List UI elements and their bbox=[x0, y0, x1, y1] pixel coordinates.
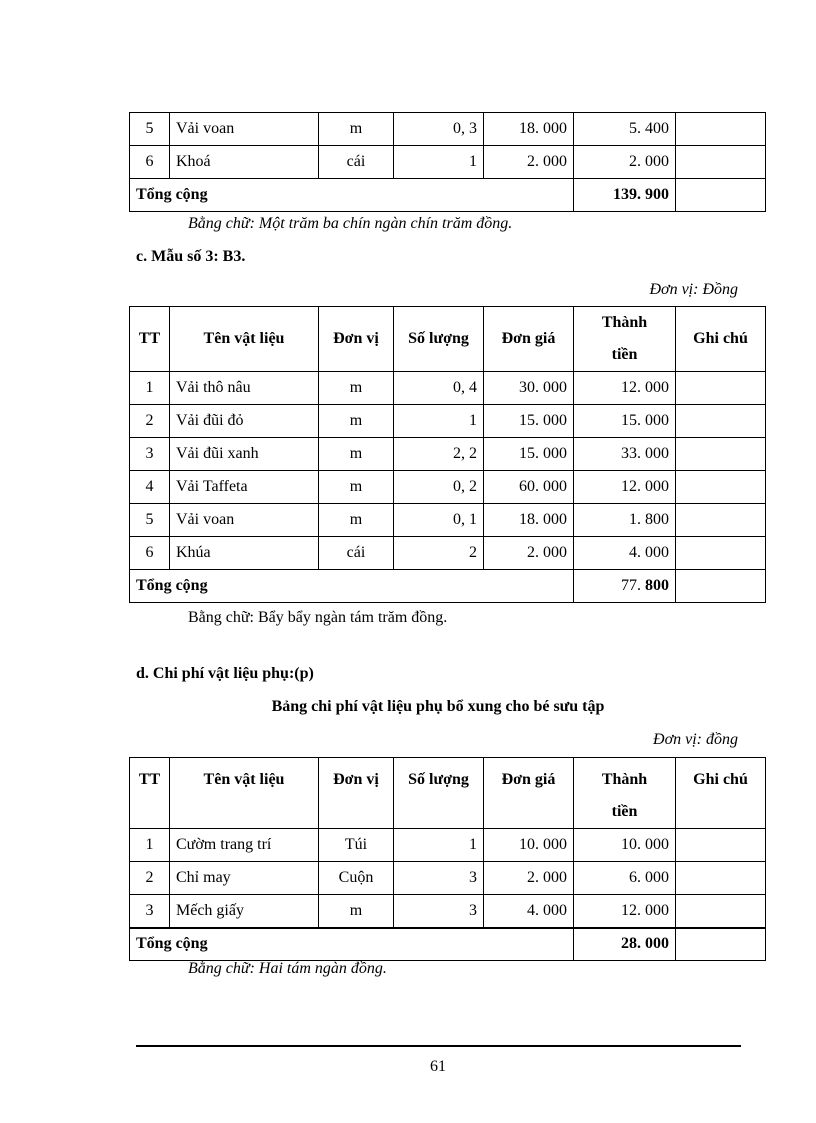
cell-total: 12. 000 bbox=[574, 372, 676, 405]
cell-unit: cái bbox=[319, 537, 394, 570]
cell-price: 4. 000 bbox=[484, 895, 574, 928]
cell-qty: 2, 2 bbox=[394, 438, 484, 471]
section-d-heading: d. Chi phí vật liệu phụ:(p) bbox=[136, 665, 314, 682]
col-header-line: tiền bbox=[611, 803, 638, 820]
cell-name: Vải voan bbox=[170, 504, 319, 537]
table-row bbox=[130, 537, 766, 570]
cell-unit: m bbox=[319, 504, 394, 537]
cell-unit: m bbox=[319, 471, 394, 504]
total-label: Tổng cộng bbox=[130, 179, 574, 212]
col-header: TT bbox=[130, 758, 170, 829]
cell-qty: 0, 4 bbox=[394, 372, 484, 405]
col-header: Đơn giá bbox=[484, 307, 574, 372]
cell-note bbox=[676, 537, 766, 570]
page-number: 61 bbox=[430, 1058, 446, 1075]
unit-note: Đơn vị: đồng bbox=[653, 731, 738, 748]
cell-qty: 1 bbox=[394, 146, 484, 179]
cell-unit: m bbox=[319, 113, 394, 146]
cell-qty: 1 bbox=[394, 405, 484, 438]
col-header: Đơn vị bbox=[319, 758, 394, 829]
cell-note bbox=[676, 862, 766, 895]
col-header-line: Thành bbox=[601, 771, 648, 788]
cell-qty: 1 bbox=[394, 829, 484, 862]
table-row bbox=[130, 471, 766, 504]
cell-price: 2. 000 bbox=[484, 862, 574, 895]
cell-name: Mếch giấy bbox=[170, 895, 319, 928]
cell-name: Cườm trang trí bbox=[170, 829, 319, 862]
table-row bbox=[130, 372, 766, 405]
cell-name: Chỉ may bbox=[170, 862, 319, 895]
col-header: Tên vật liệu bbox=[170, 307, 319, 372]
cell-total: 12. 000 bbox=[574, 895, 676, 928]
table-row bbox=[130, 113, 766, 146]
cell-name: Vải thô nâu bbox=[170, 372, 319, 405]
cell-price: 30. 000 bbox=[484, 372, 574, 405]
total-label: Tổng cộng bbox=[130, 928, 574, 961]
cell-total: 2. 000 bbox=[574, 146, 676, 179]
col-header: Số lượng bbox=[394, 307, 484, 372]
cell-tt: 3 bbox=[130, 895, 170, 928]
cell-unit: m bbox=[319, 438, 394, 471]
col-header-line: Thành bbox=[601, 314, 648, 331]
total-value-part: 800 bbox=[641, 577, 669, 594]
col-header: Ghi chú bbox=[676, 307, 766, 372]
section-c-heading: c. Mẫu số 3: B3. bbox=[136, 248, 246, 265]
total-row bbox=[130, 570, 766, 603]
cell-tt: 1 bbox=[130, 829, 170, 862]
total-value: 139. 900 bbox=[574, 179, 676, 212]
cell-tt: 5 bbox=[130, 113, 170, 146]
cell-note bbox=[676, 829, 766, 862]
table-row bbox=[130, 146, 766, 179]
footer-divider bbox=[136, 1045, 741, 1047]
cell-qty: 3 bbox=[394, 895, 484, 928]
cell-qty: 2 bbox=[394, 537, 484, 570]
col-header: Ghi chú bbox=[676, 758, 766, 829]
cell-price: 10. 000 bbox=[484, 829, 574, 862]
col-header: Đơn vị bbox=[319, 307, 394, 372]
header-row bbox=[130, 307, 766, 372]
col-header bbox=[574, 307, 676, 372]
cell-tt: 2 bbox=[130, 862, 170, 895]
header-row bbox=[130, 758, 766, 829]
cell-total: 1. 800 bbox=[574, 504, 676, 537]
cell-tt: 2 bbox=[130, 405, 170, 438]
cell-note bbox=[676, 113, 766, 146]
col-header: Đơn giá bbox=[484, 758, 574, 829]
cell-unit: Cuộn bbox=[319, 862, 394, 895]
cell-qty: 0, 3 bbox=[394, 113, 484, 146]
extra-material-table bbox=[129, 757, 766, 961]
cell-price: 15. 000 bbox=[484, 405, 574, 438]
cell-total: 10. 000 bbox=[574, 829, 676, 862]
cell-note bbox=[676, 405, 766, 438]
cell-tt: 6 bbox=[130, 146, 170, 179]
cell-note bbox=[676, 179, 766, 212]
cell-price: 15. 000 bbox=[484, 438, 574, 471]
cell-tt: 3 bbox=[130, 438, 170, 471]
cell-tt: 6 bbox=[130, 537, 170, 570]
col-header bbox=[574, 758, 676, 829]
total-label: Tổng cộng bbox=[130, 570, 574, 603]
table-row bbox=[130, 829, 766, 862]
cell-note bbox=[676, 372, 766, 405]
cell-price: 2. 000 bbox=[484, 537, 574, 570]
cell-total: 33. 000 bbox=[574, 438, 676, 471]
cell-name: Khúa bbox=[170, 537, 319, 570]
amount-in-words: Bằng chữ: Bẩy bẩy ngàn tám trăm đồng. bbox=[188, 609, 448, 626]
cell-tt: 5 bbox=[130, 504, 170, 537]
total-value bbox=[574, 570, 676, 603]
cell-price: 2. 000 bbox=[484, 146, 574, 179]
cell-qty: 0, 2 bbox=[394, 471, 484, 504]
total-row bbox=[130, 179, 766, 212]
table-row bbox=[130, 405, 766, 438]
cell-name: Vải đũi xanh bbox=[170, 438, 319, 471]
table-row bbox=[130, 504, 766, 537]
cell-unit: cái bbox=[319, 146, 394, 179]
cell-name: Vải voan bbox=[170, 113, 319, 146]
cell-name: Khoá bbox=[170, 146, 319, 179]
cell-unit: m bbox=[319, 405, 394, 438]
col-header-line: tiền bbox=[611, 346, 638, 363]
cell-total: 15. 000 bbox=[574, 405, 676, 438]
table-row bbox=[130, 862, 766, 895]
col-header: Tên vật liệu bbox=[170, 758, 319, 829]
table-continued bbox=[129, 112, 766, 212]
cell-name: Vải Taffeta bbox=[170, 471, 319, 504]
table-title: Bảng chi phí vật liệu phụ bổ xung cho bé sưu tập bbox=[271, 698, 605, 715]
total-value-part: 77. bbox=[621, 577, 641, 594]
cell-price: 60. 000 bbox=[484, 471, 574, 504]
cell-note bbox=[676, 504, 766, 537]
cell-qty: 0, 1 bbox=[394, 504, 484, 537]
cell-total: 5. 400 bbox=[574, 113, 676, 146]
cell-price: 18. 000 bbox=[484, 504, 574, 537]
unit-note: Đơn vị: Đồng bbox=[649, 281, 738, 298]
total-value: 28. 000 bbox=[574, 928, 676, 961]
cell-note bbox=[676, 471, 766, 504]
col-header: TT bbox=[130, 307, 170, 372]
cell-note bbox=[676, 438, 766, 471]
cell-tt: 4 bbox=[130, 471, 170, 504]
cell-tt: 1 bbox=[130, 372, 170, 405]
cell-note bbox=[676, 895, 766, 928]
cell-qty: 3 bbox=[394, 862, 484, 895]
total-row bbox=[130, 928, 766, 961]
cell-total: 4. 000 bbox=[574, 537, 676, 570]
table-row bbox=[130, 438, 766, 471]
table-row bbox=[130, 895, 766, 928]
col-header: Số lượng bbox=[394, 758, 484, 829]
cell-unit: m bbox=[319, 372, 394, 405]
cell-unit: m bbox=[319, 895, 394, 928]
cell-total: 12. 000 bbox=[574, 471, 676, 504]
cell-note bbox=[676, 146, 766, 179]
cell-unit: Túi bbox=[319, 829, 394, 862]
amount-in-words: Bằng chữ: Một trăm ba chín ngàn chín trăm đồng. bbox=[188, 215, 513, 232]
cell-price: 18. 000 bbox=[484, 113, 574, 146]
cell-total: 6. 000 bbox=[574, 862, 676, 895]
material-table-b3 bbox=[129, 306, 766, 603]
cell-note bbox=[676, 570, 766, 603]
cell-name: Vải đũi đỏ bbox=[170, 405, 319, 438]
cell-note bbox=[676, 928, 766, 961]
amount-in-words: Bằng chữ: Hai tám ngàn đồng. bbox=[188, 960, 387, 977]
